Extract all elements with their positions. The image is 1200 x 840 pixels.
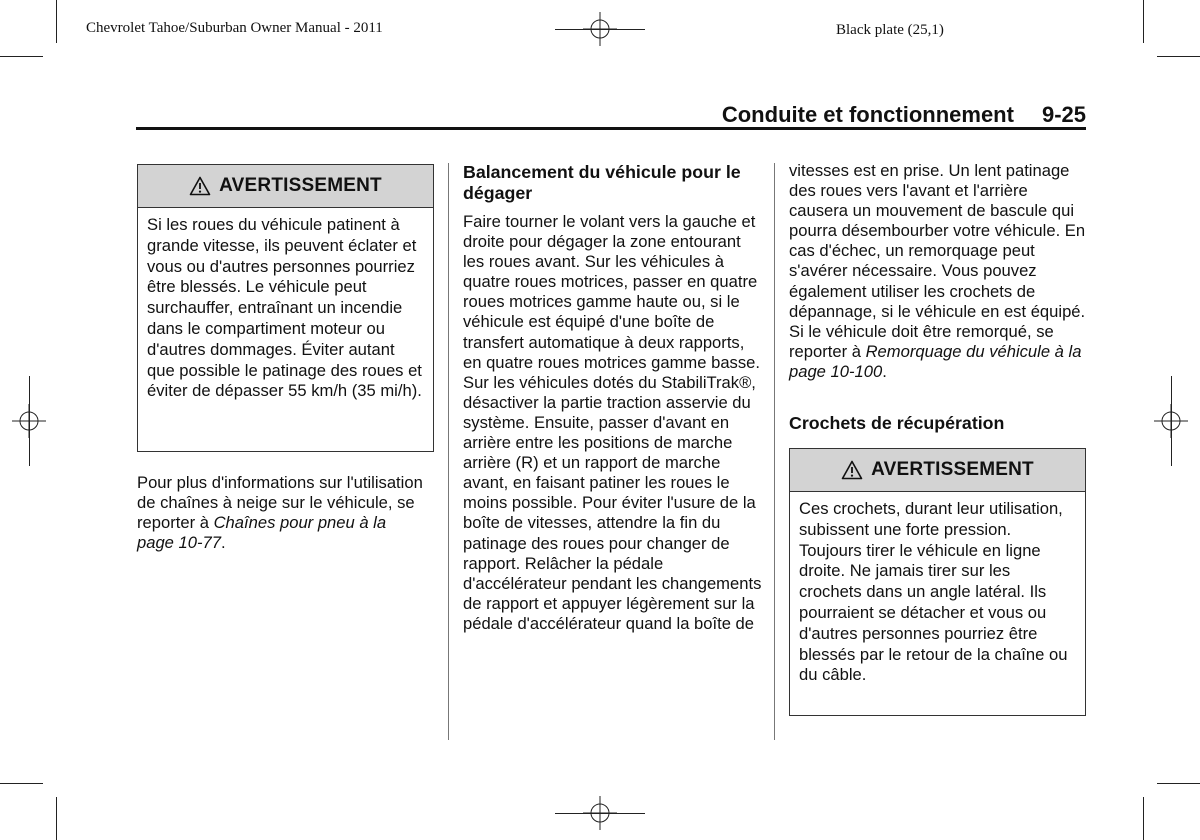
reference-text: Pour plus d'informations sur l'utilisation de chaînes à neige sur le véhicule, se reporter à [137,473,423,533]
warning-triangle-icon [841,460,863,480]
warning-header [790,449,1085,492]
column-divider [774,163,775,740]
column-divider [448,163,449,740]
crop-mark [29,376,30,466]
warning-box [789,448,1086,716]
warning-title: AVERTISSEMENT [871,459,1034,480]
crop-mark [56,797,57,840]
cross-reference-link[interactable]: Chaînes pour pneu à la page 10-77 [137,513,387,553]
crop-mark [555,29,645,30]
body-paragraph [789,161,1087,382]
crop-mark [1171,376,1172,466]
page-number: 9-25 [1041,102,1086,127]
section-title [722,102,1086,128]
warning-text: Ces crochets, durant leur utilisation, subissent une forte pression. Toujours tirer le véhicule en ligne droite. Ne jamais tirer sur les crochets dans un angle latéral. Ils pourraient se détacher et vous ou d'autres personnes pourriez être blessés par le retour de la chaîne ou du câble. [799,499,1068,685]
crop-mark [555,813,645,814]
body-paragraph: Faire tourner le volant vers la gauche et droite pour dégager la zone entourant les roues avant. Sur les véhicules à quatre roues motrices, passer en quatre roues motrices gamme haute ou, si le véhicule est équipé d'une boîte de transfert automatique à deux rapports, en quatre roues motrices gamme basse. Sur les véhicules dotés du StabiliTrak®, désactiver la partie traction asservie du système. Ensuite, passer d'avant en arrière entre les positions de marche arrière (R) et un rapport de marche avant, en faisant patiner les roues le moins possible. Pour éviter l'usure de la boîte de vitesses, attendre la fin du patinage des roues pour changer de rapport. Relâcher la pédale d'accélérateur pendant les changements de rapport et appuyer légèrement sur la pédale d'accélérateur quand la boîte de [463,212,762,633]
crop-mark [1143,0,1144,43]
period: . [882,361,887,381]
body-text: vitesses est en prise. Un lent patinage des roues vers l'avant et l'arrière causera un mouvement de bascule qui pourra désembourber votre véhicule. En cas d'échec, un remorquage peut s'avérer nécessaire. Vous pouvez également utiliser les crochets de dépannage, si le véhicule en est équipé. Si le véhicule doit être remorqué, se reporter à [789,161,1086,361]
crop-mark [56,0,57,43]
period: . [220,533,226,553]
crop-mark [1157,56,1200,57]
warning-text: Si les roues du véhicule patinent à grande vitesse, ils peuvent éclater et vous ou d'autres personnes pourriez être blessés. Le véhicule peut surchauffer, entraînant un incendie dans le compartiment moteur ou d'autres dommages. Éviter autant que possible le patinage des roues et éviter de dépasser 55 km/h (35 mi/h). [147,215,422,401]
plate-label: Black plate (25,1) [836,22,944,38]
reference-paragraph [137,473,425,553]
crop-mark [0,783,43,784]
warning-triangle-icon [189,176,211,196]
section-heading: Crochets de récupération [789,413,1005,433]
title-rule [136,127,1086,130]
warning-box [137,164,434,452]
cross-reference-link[interactable]: Remorquage du véhicule à la page 10-100 [789,341,1082,381]
crop-mark [1157,783,1200,784]
warning-header [138,165,433,208]
crop-mark [1143,797,1144,840]
warning-title: AVERTISSEMENT [219,175,382,196]
running-header-title: Chevrolet Tahoe/Suburban Owner Manual - 2011 [86,20,383,36]
section-heading: Balancement du véhicule pour le dégager [463,162,741,203]
section-title-text: Conduite et fonctionnement [721,102,1014,127]
crop-mark [0,56,43,57]
